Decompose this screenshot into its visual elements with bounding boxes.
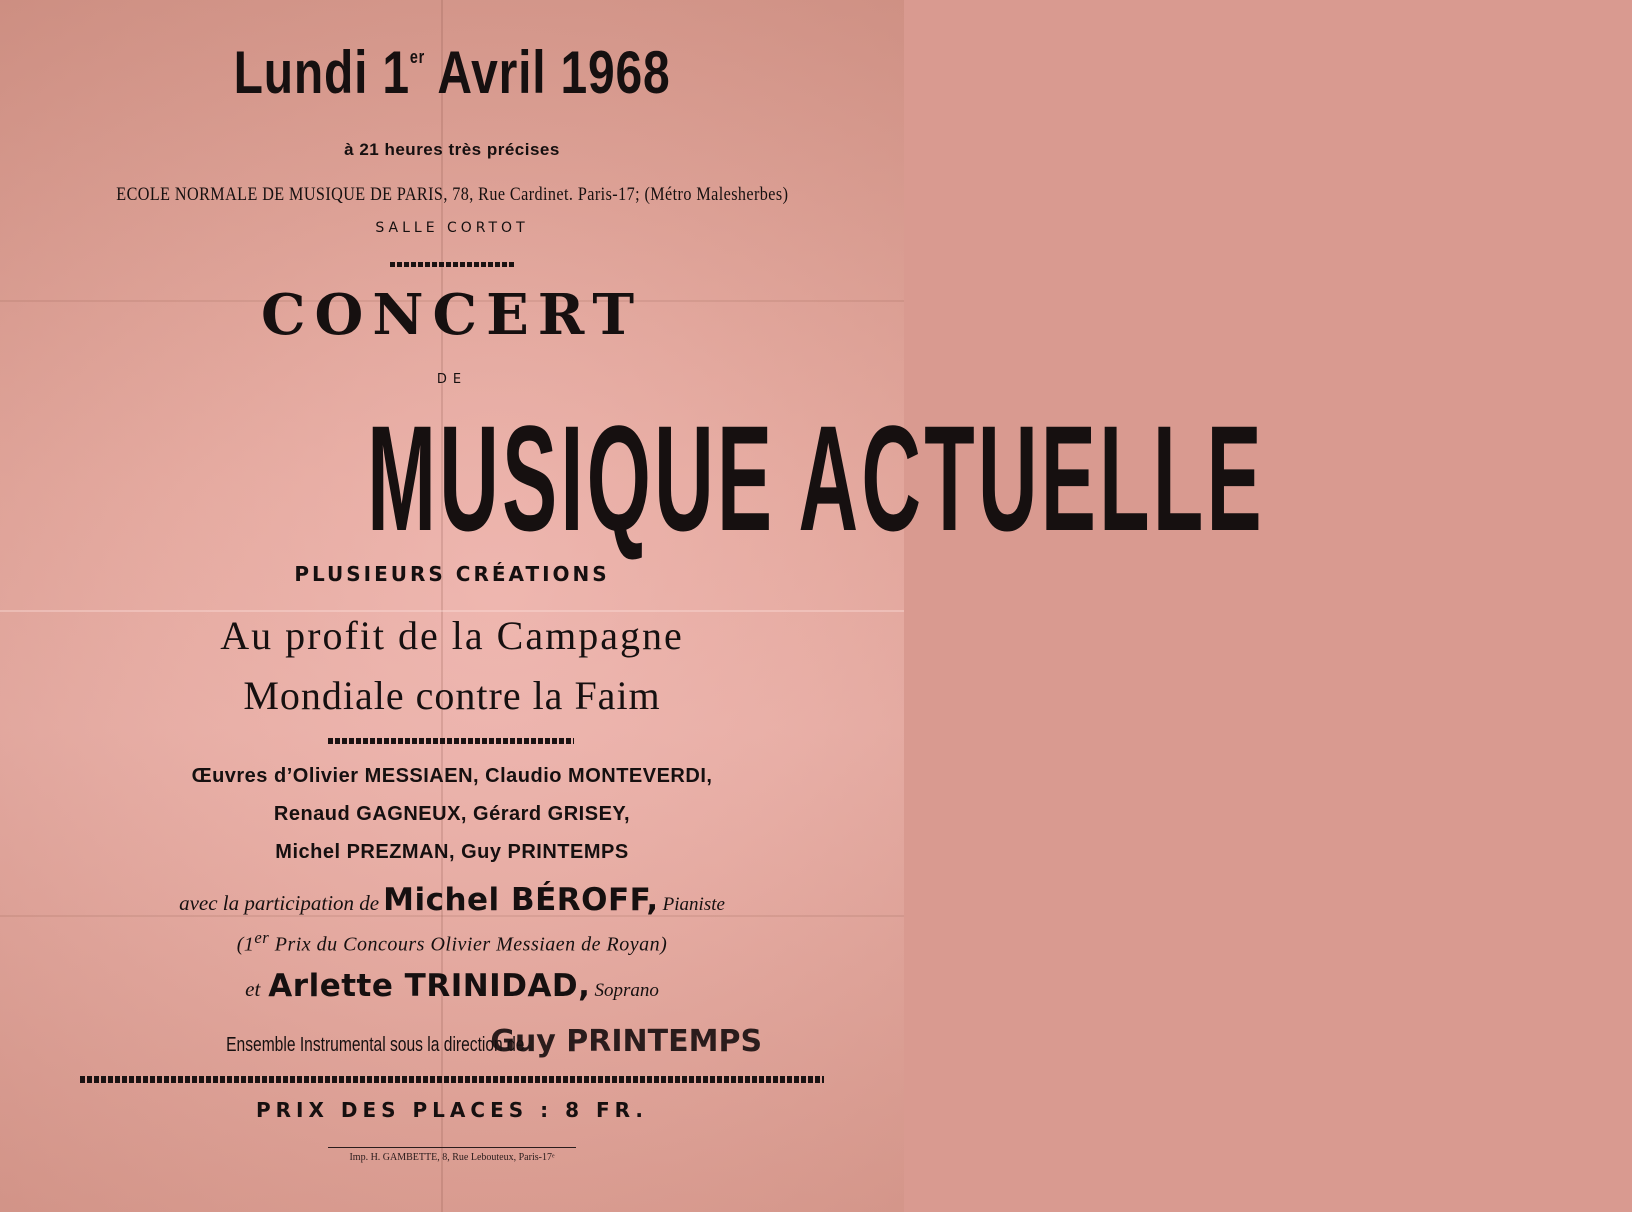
prize-ordinal: er <box>254 928 270 947</box>
date-ordinal: er <box>409 47 426 67</box>
de-word: DE <box>436 372 468 387</box>
concert-heading: CONCERT <box>260 282 644 348</box>
works-line-2: Renaud GAGNEUX, Gérard GRISEY, <box>273 803 631 825</box>
dotted-divider <box>328 738 574 744</box>
hall-name: SALLE CORTOT <box>375 220 529 236</box>
works-line-3: Michel PREZMAN, Guy PRINTEMPS <box>275 841 629 863</box>
works-line-1: Œuvres d’Olivier MESSIAEN, Claudio MONTEVERDI, <box>191 765 713 787</box>
dotted-divider <box>390 262 514 267</box>
dotted-divider <box>80 1076 824 1083</box>
soprano-role: Soprano <box>594 980 659 1001</box>
prize-pre: (1 <box>236 933 255 956</box>
benefit-line-1: Au profit de la Campagne <box>220 613 684 658</box>
subtitle: PLUSIEURS CRÉATIONS <box>294 562 610 586</box>
event-time: à 21 heures très précises <box>344 140 560 159</box>
venue-address <box>0 184 904 206</box>
ticket-price: PRIX DES PLACES : 8 FR. <box>256 1098 648 1122</box>
pianist-name: Michel BÉROFF, <box>383 882 659 918</box>
ensemble-intro: Ensemble Instrumental sous la direction de <box>226 1034 525 1056</box>
soprano-intro: et <box>245 977 261 1001</box>
venue-text: ECOLE NORMALE DE MUSIQUE DE PARIS, 78, Rue Cardinet. Paris-17; (Métro Malesherbes) <box>115 184 789 205</box>
event-date <box>0 38 904 128</box>
conductor-name: Guy PRINTEMPS <box>490 1024 763 1059</box>
pianist-role: Pianiste <box>662 894 725 915</box>
main-title-text: MUSIQUE ACTUELLE <box>367 394 1265 562</box>
soprano-name: Arlette TRINIDAD, <box>268 968 591 1004</box>
benefit-line-2: Mondiale contre la Faim <box>243 673 661 718</box>
date-month-year: Avril 1968 <box>425 39 671 106</box>
printer-credit: Imp. H. GAMBETTE, 8, Rue Lebouteux, Paris-17ᵉ <box>349 1152 555 1163</box>
participation-intro: avec la participation de <box>179 891 380 915</box>
prize-text: Prix du Concours Olivier Messiaen de Royan) <box>269 933 668 956</box>
printer-rule <box>328 1147 576 1148</box>
ensemble-line <box>0 1024 904 1059</box>
main-title <box>0 394 1265 562</box>
date-day: Lundi 1 <box>233 39 410 106</box>
participation-line <box>0 882 904 918</box>
soprano-line <box>0 968 904 1004</box>
prize-line <box>0 928 904 957</box>
